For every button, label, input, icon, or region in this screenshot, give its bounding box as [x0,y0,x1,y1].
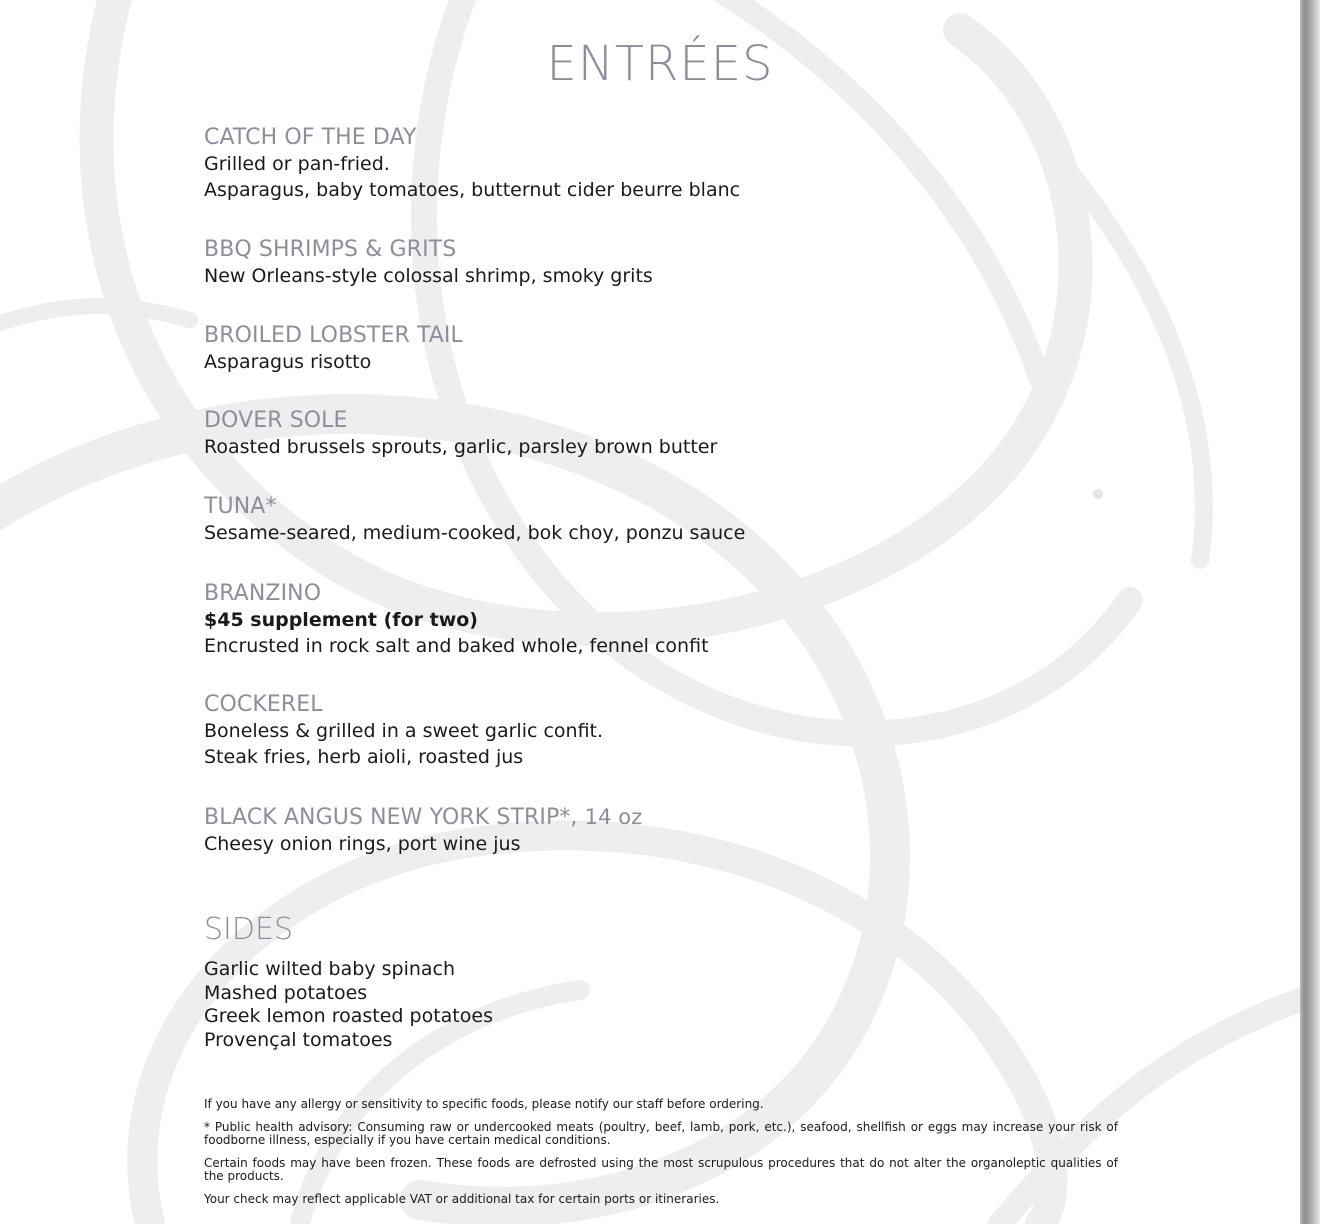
item-name-text: BLACK ANGUS NEW YORK STRIP*, [204,805,578,830]
item-name: BRANZINO [204,581,322,606]
item-name [204,804,642,831]
item-name: TUNA* [204,494,277,519]
item-description: Steak fries, herb aioli, roasted jus [204,746,524,768]
menu-item-branzino [204,581,709,659]
side-item: Greek lemon roasted potatoes [204,1005,493,1027]
side-item: Provençal tomatoes [204,1028,393,1051]
side-item: Garlic wilted baby spinach [204,958,456,980]
menu-item-black-angus-strip [204,804,642,857]
item-name: BBQ SHRIMPS & GRITS [204,237,457,262]
health-advisory-note: * Public health advisory: Consuming raw or undercooked meats (poultry, beef, lamb, pork, etc.), seafood, shellfish or eggs may increase your risk of foodborne illness, especially if you have certain medical conditions. [204,1120,1118,1147]
item-name: BROILED LOBSTER TAIL [204,323,463,348]
entrees-title: ENTRÉES [546,36,774,92]
item-supplement: $45 supplement (for two) [204,609,478,631]
item-description: Grilled or pan-fried. [204,153,390,175]
item-description: Roasted brussels sprouts, garlic, parsley brown butter [204,436,718,458]
item-description: Asparagus risotto [204,351,372,373]
item-description: Boneless & grilled in a sweet garlic confit. [204,720,604,742]
item-description: Sesame-seared, medium-cooked, bok choy, ponzu sauce [204,522,746,544]
item-description: Cheesy onion rings, port wine jus [204,833,521,855]
page-edge-shadow [1300,0,1320,1224]
item-description: New Orleans-style colossal shrimp, smoky grits [204,265,653,287]
item-name: CATCH OF THE DAY [204,125,417,150]
item-description: Encrusted in rock salt and baked whole, fennel confit [204,635,709,657]
menu-item-bbq-shrimps-grits [204,237,653,289]
item-weight: 14 oz [584,805,643,829]
menu-item-catch-of-the-day [204,125,740,203]
item-name: COCKEREL [204,692,323,717]
menu-item-cockerel [204,692,603,770]
item-name: DOVER SOLE [204,408,348,433]
menu-item-broiled-lobster-tail [204,323,463,375]
menu-item-dover-sole [204,408,717,460]
sides-title: SIDES [204,912,293,947]
side-item: Mashed potatoes [204,981,368,1004]
sides-list [204,958,493,1052]
item-description: Asparagus, baby tomatoes, butternut cider beurre blanc [204,179,741,201]
footnotes [204,1098,1118,1216]
menu-item-tuna [204,494,745,546]
allergy-note: If you have any allergy or sensitivity to specific foods, please notify our staff before ordering. [204,1097,764,1111]
tax-note: Your check may reflect applicable VAT or additional tax for certain ports or itineraries. [204,1192,720,1206]
decorative-dot [1093,489,1103,499]
frozen-foods-note: Certain foods may have been frozen. These foods are defrosted using the most scrupulous procedures that do not alter the organoleptic qualities of the products. [204,1156,1118,1183]
